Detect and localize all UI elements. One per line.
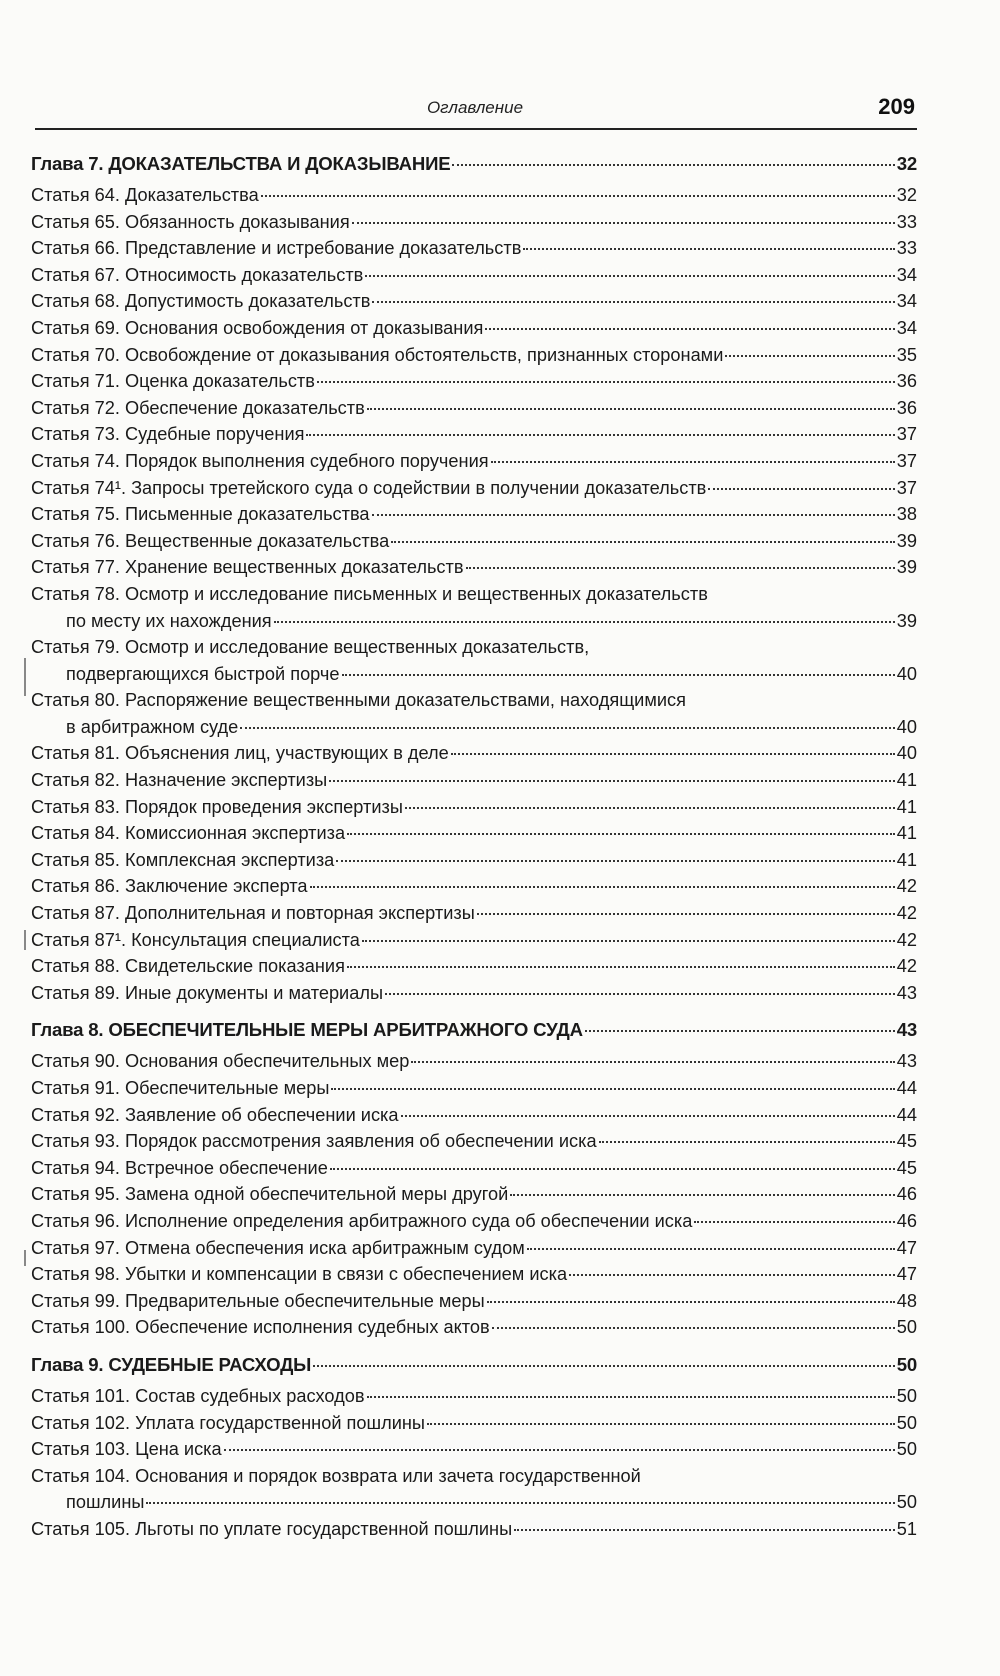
toc-entry-label: Статья 70. Освобождение от доказывания обстоятельств, признанных сторонами: [31, 344, 724, 365]
toc-entry-label: по месту их нахождения: [66, 610, 272, 631]
toc-entry-page: 39: [896, 610, 917, 631]
toc-entry: [31, 395, 917, 422]
dot-leader: [330, 1168, 895, 1170]
toc-entry-label: пошлины: [66, 1492, 145, 1513]
toc-entry-page: 33: [896, 211, 917, 232]
toc-entry: [31, 1102, 917, 1129]
toc-entry-label: Статья 85. Комплексная экспертиза: [31, 849, 335, 870]
dot-leader: [466, 567, 895, 569]
toc-entry-page: 41: [896, 823, 917, 844]
toc-entry-label: Статья 81. Объяснения лиц, участвующих в деле: [31, 743, 449, 764]
toc-entry-page: 38: [896, 504, 917, 525]
toc-entry-page: 42: [896, 929, 917, 950]
toc-entry-page: 44: [896, 1078, 917, 1098]
toc-entry: [31, 634, 917, 661]
toc-entry-label: Статья 68. Допустимость доказательств: [31, 291, 371, 312]
chapter-section: [31, 1016, 917, 1341]
dot-leader: [477, 913, 895, 915]
toc-entry-label: Статья 99. Предварительные обеспечительные меры: [31, 1290, 485, 1311]
toc-entry-label: Статья 83. Порядок проведения экспертизы: [31, 796, 403, 817]
toc-entry-label: Статья 75. Письменные доказательства: [31, 504, 370, 525]
toc-entry: [31, 182, 917, 209]
dot-leader: [372, 301, 894, 303]
dot-leader: [342, 674, 895, 676]
dot-leader: [487, 1301, 895, 1303]
toc-entry: [31, 581, 917, 608]
dot-leader: [317, 381, 895, 383]
toc-entry: [31, 1128, 917, 1155]
dot-leader: [240, 727, 894, 729]
toc-entry: [31, 209, 917, 236]
toc-entry-label: Статья 69. Основания освобождения от доказывания: [31, 317, 484, 338]
toc-entry-page: 41: [896, 796, 917, 817]
toc-entry-label: Статья 90. Основания обеспечительных мер: [31, 1051, 410, 1072]
dot-leader: [514, 1529, 895, 1531]
chapter-heading: [31, 1351, 917, 1379]
dot-leader: [331, 1088, 894, 1090]
chapter-heading-label: Глава 7. ДОКАЗАТЕЛЬСТВА И ДОКАЗЫВАНИЕ: [31, 153, 451, 174]
toc-entry-page: 43: [896, 982, 917, 1003]
toc-entry: [31, 262, 917, 289]
toc-entry-page: 47: [896, 1237, 917, 1258]
dot-leader: [274, 621, 895, 623]
dot-leader: [362, 940, 895, 942]
toc-entry-page: 39: [896, 530, 917, 551]
dot-leader: [485, 328, 894, 330]
toc-entry: [31, 900, 917, 927]
toc-entry-page: 43: [896, 1051, 917, 1072]
toc-entry-page: 40: [896, 716, 917, 737]
toc-entry: [31, 714, 917, 741]
toc-entry-label: Статья 76. Вещественные доказательства: [31, 530, 390, 551]
toc-entry-label: Статья 93. Порядок рассмотрения заявления об обеспечении иска: [31, 1131, 597, 1152]
toc-entry: [31, 1410, 917, 1437]
toc-entry-label: Статья 80. Распоряжение вещественными доказательствами, находящимися: [31, 690, 686, 711]
toc-entry: [31, 1489, 917, 1516]
toc-entry-page: 37: [896, 450, 917, 471]
header-rule: [35, 128, 917, 130]
dot-leader: [391, 541, 895, 543]
toc-entry-page: 35: [896, 344, 917, 365]
toc-entry: [31, 235, 917, 262]
dot-leader: [367, 408, 895, 410]
toc-entry-label: Статья 73. Судебные поручения: [31, 424, 305, 445]
dot-leader: [427, 1423, 895, 1425]
toc-entry-page: 34: [896, 317, 917, 338]
toc-entry-page: 45: [896, 1157, 917, 1178]
toc-entry-page: 50: [896, 1412, 917, 1433]
toc-entry: [31, 1516, 917, 1543]
toc-entry-page: 46: [896, 1210, 917, 1231]
dot-leader: [146, 1502, 894, 1504]
page-number: 209: [878, 94, 915, 119]
toc-entry-label: Статья 65. Обязанность доказывания: [31, 211, 350, 232]
chapter-heading-label: Глава 9. СУДЕБНЫЕ РАСХОДЫ: [31, 1353, 312, 1375]
dot-leader: [405, 807, 895, 809]
toc-entry: [31, 1075, 917, 1102]
dot-leader: [310, 886, 895, 888]
dot-leader: [569, 1274, 895, 1276]
toc-entry: [31, 1463, 917, 1490]
dot-leader: [261, 195, 895, 197]
toc-entry-label: Статья 67. Относимость доказательств: [31, 264, 364, 285]
toc-entry-label: Статья 86. Заключение эксперта: [31, 876, 308, 897]
toc-entry-label: Статья 87. Дополнительная и повторная экспертизы: [31, 903, 475, 924]
toc-entry-page: 32: [896, 185, 917, 205]
toc-entry-label: Статья 77. Хранение вещественных доказательств: [31, 557, 464, 578]
margin-mark: [24, 658, 26, 696]
toc-entry-label: Статья 89. Иные документы и материалы: [31, 982, 384, 1003]
toc-entry-page: 51: [896, 1518, 917, 1539]
dot-leader: [708, 488, 894, 490]
toc-entry-page: 33: [896, 238, 917, 259]
toc-entry-label: Статья 78. Осмотр и исследование письменных и вещественных доказательств: [31, 583, 708, 604]
toc-entry-label: подвергающихся быстрой порче: [66, 663, 340, 684]
chapter-heading-page: 50: [896, 1353, 917, 1375]
toc-entry-label: Статья 103. Цена иска: [31, 1439, 222, 1460]
chapter-section: [31, 1351, 917, 1543]
toc-entry-page: 34: [896, 291, 917, 312]
toc-entry-label: Статья 64. Доказательства: [31, 185, 259, 205]
toc-entry-label: Статья 92. Заявление об обеспечении иска: [31, 1104, 399, 1125]
toc-entry: [31, 501, 917, 528]
dot-leader: [694, 1221, 894, 1223]
toc-entry: [31, 847, 917, 874]
dot-leader: [367, 1396, 895, 1398]
toc-entry: [31, 1436, 917, 1463]
toc-entry: [31, 953, 917, 980]
toc-entry-label: Статья 74¹. Запросы третейского суда о содействии в получении доказательств: [31, 477, 707, 498]
toc-entry-page: 50: [896, 1317, 917, 1338]
dot-leader: [313, 1365, 895, 1367]
toc-entry: [31, 820, 917, 847]
dot-leader: [452, 164, 894, 166]
toc-entry-page: 42: [896, 903, 917, 924]
toc-entry-page: 36: [896, 397, 917, 418]
toc-entry-label: Статья 91. Обеспечительные меры: [31, 1078, 330, 1098]
toc-entry: [31, 794, 917, 821]
dot-leader: [347, 966, 895, 968]
toc-entry: [31, 767, 917, 794]
dot-leader: [523, 248, 894, 250]
toc-entry: [31, 1181, 917, 1208]
dot-leader: [365, 275, 894, 277]
toc-entry-label: в арбитражном суде: [66, 716, 239, 737]
dot-leader: [306, 434, 894, 436]
dot-leader: [372, 514, 895, 516]
toc-entry-label: Статья 104. Основания и порядок возврата или зачета государственной: [31, 1465, 641, 1486]
dot-leader: [585, 1030, 895, 1032]
toc-entry: [31, 288, 917, 315]
toc-entry-page: 45: [896, 1131, 917, 1152]
toc-entry-page: 41: [896, 849, 917, 870]
chapter-heading: [31, 150, 917, 178]
toc-entry: [31, 315, 917, 342]
toc-entry-label: Статья 72. Обеспечение доказательств: [31, 397, 365, 418]
toc-entry-label: Статья 79. Осмотр и исследование вещественных доказательств,: [31, 637, 590, 658]
toc-entry: [31, 1048, 917, 1075]
toc-entry: [31, 1235, 917, 1262]
toc-entry-page: 34: [896, 264, 917, 285]
toc-entry: [31, 1383, 917, 1410]
toc-entry-label: Статья 101. Состав судебных расходов: [31, 1385, 365, 1406]
toc-entry-page: 37: [896, 477, 917, 498]
dot-leader: [510, 1194, 895, 1196]
toc-entry-page: 42: [896, 876, 917, 897]
dot-leader: [352, 222, 895, 224]
toc-entry-page: 50: [896, 1492, 917, 1513]
toc-entry: [31, 1208, 917, 1235]
toc-entry: [31, 421, 917, 448]
table-of-contents: [31, 150, 917, 1553]
toc-entry: [31, 687, 917, 714]
toc-entry-label: Статья 102. Уплата государственной пошлины: [31, 1412, 425, 1433]
toc-entry-page: 46: [896, 1184, 917, 1205]
chapter-heading-page: 32: [896, 153, 917, 174]
toc-entry-label: Статья 94. Встречное обеспечение: [31, 1157, 328, 1178]
toc-entry-page: 42: [896, 956, 917, 977]
toc-entry: [31, 448, 917, 475]
dot-leader: [347, 833, 895, 835]
toc-entry-label: Статья 95. Замена одной обеспечительной меры другой: [31, 1184, 509, 1205]
toc-entry: [31, 368, 917, 395]
dot-leader: [401, 1115, 895, 1117]
toc-entry: [31, 528, 917, 555]
toc-entry-label: Статья 71. Оценка доказательств: [31, 371, 315, 392]
toc-entry: [31, 980, 917, 1007]
toc-entry-label: Статья 87¹. Консультация специалиста: [31, 929, 360, 950]
margin-mark: [24, 930, 26, 950]
toc-entry-page: 40: [896, 663, 917, 684]
toc-entry-label: Статья 66. Представление и истребование доказательств: [31, 238, 522, 259]
dot-leader: [491, 461, 895, 463]
toc-entry-page: 40: [896, 743, 917, 764]
toc-entry-page: 41: [896, 770, 917, 791]
toc-entry-label: Статья 82. Назначение экспертизы: [31, 770, 328, 791]
dot-leader: [336, 860, 894, 862]
toc-entry-label: Статья 88. Свидетельские показания: [31, 956, 345, 977]
toc-entry-page: 50: [896, 1439, 917, 1460]
toc-entry-page: 39: [896, 557, 917, 578]
toc-entry-page: 44: [896, 1104, 917, 1125]
toc-entry-label: Статья 74. Порядок выполнения судебного поручения: [31, 450, 489, 471]
toc-entry-page: 37: [896, 424, 917, 445]
dot-leader: [329, 780, 895, 782]
toc-entry-label: Статья 96. Исполнение определения арбитражного суда об обеспечении иска: [31, 1210, 693, 1231]
dot-leader: [451, 753, 895, 755]
toc-entry: [31, 1155, 917, 1182]
toc-entry: [31, 1261, 917, 1288]
toc-entry-page: 50: [896, 1385, 917, 1406]
dot-leader: [725, 355, 894, 357]
dot-leader: [492, 1327, 895, 1329]
toc-entry: [31, 1288, 917, 1315]
chapter-heading: [31, 1016, 917, 1044]
running-header: [35, 94, 915, 124]
toc-entry-label: Статья 100. Обеспечение исполнения судебных актов: [31, 1317, 490, 1338]
toc-entry-page: 47: [896, 1264, 917, 1285]
toc-entry: [31, 1314, 917, 1341]
toc-entry-label: Статья 97. Отмена обеспечения иска арбитражным судом: [31, 1237, 525, 1258]
chapter-heading-label: Глава 8. ОБЕСПЕЧИТЕЛЬНЫЕ МЕРЫ АРБИТРАЖНОГО СУДА: [31, 1019, 583, 1041]
toc-entry: [31, 740, 917, 767]
dot-leader: [527, 1248, 895, 1250]
toc-entry: [31, 475, 917, 502]
toc-entry: [31, 608, 917, 635]
toc-entry: [31, 873, 917, 900]
chapter-heading-page: 43: [896, 1019, 917, 1041]
dot-leader: [385, 993, 895, 995]
dot-leader: [224, 1449, 895, 1451]
dot-leader: [411, 1061, 894, 1063]
margin-mark: [24, 1250, 26, 1266]
toc-entry: [31, 342, 917, 369]
header-title: Оглавление: [426, 98, 524, 117]
toc-entry: [31, 554, 917, 581]
toc-entry-page: 48: [896, 1290, 917, 1311]
toc-entry: [31, 661, 917, 688]
toc-entry-label: Статья 105. Льготы по уплате государственной пошлины: [31, 1518, 513, 1539]
toc-entry: [31, 927, 917, 954]
toc-entry-page: 36: [896, 371, 917, 392]
dot-leader: [599, 1141, 895, 1143]
toc-entry-label: Статья 84. Комиссионная экспертиза: [31, 823, 346, 844]
chapter-section: [31, 150, 917, 1006]
toc-entry-label: Статья 98. Убытки и компенсации в связи с обеспечением иска: [31, 1264, 568, 1285]
